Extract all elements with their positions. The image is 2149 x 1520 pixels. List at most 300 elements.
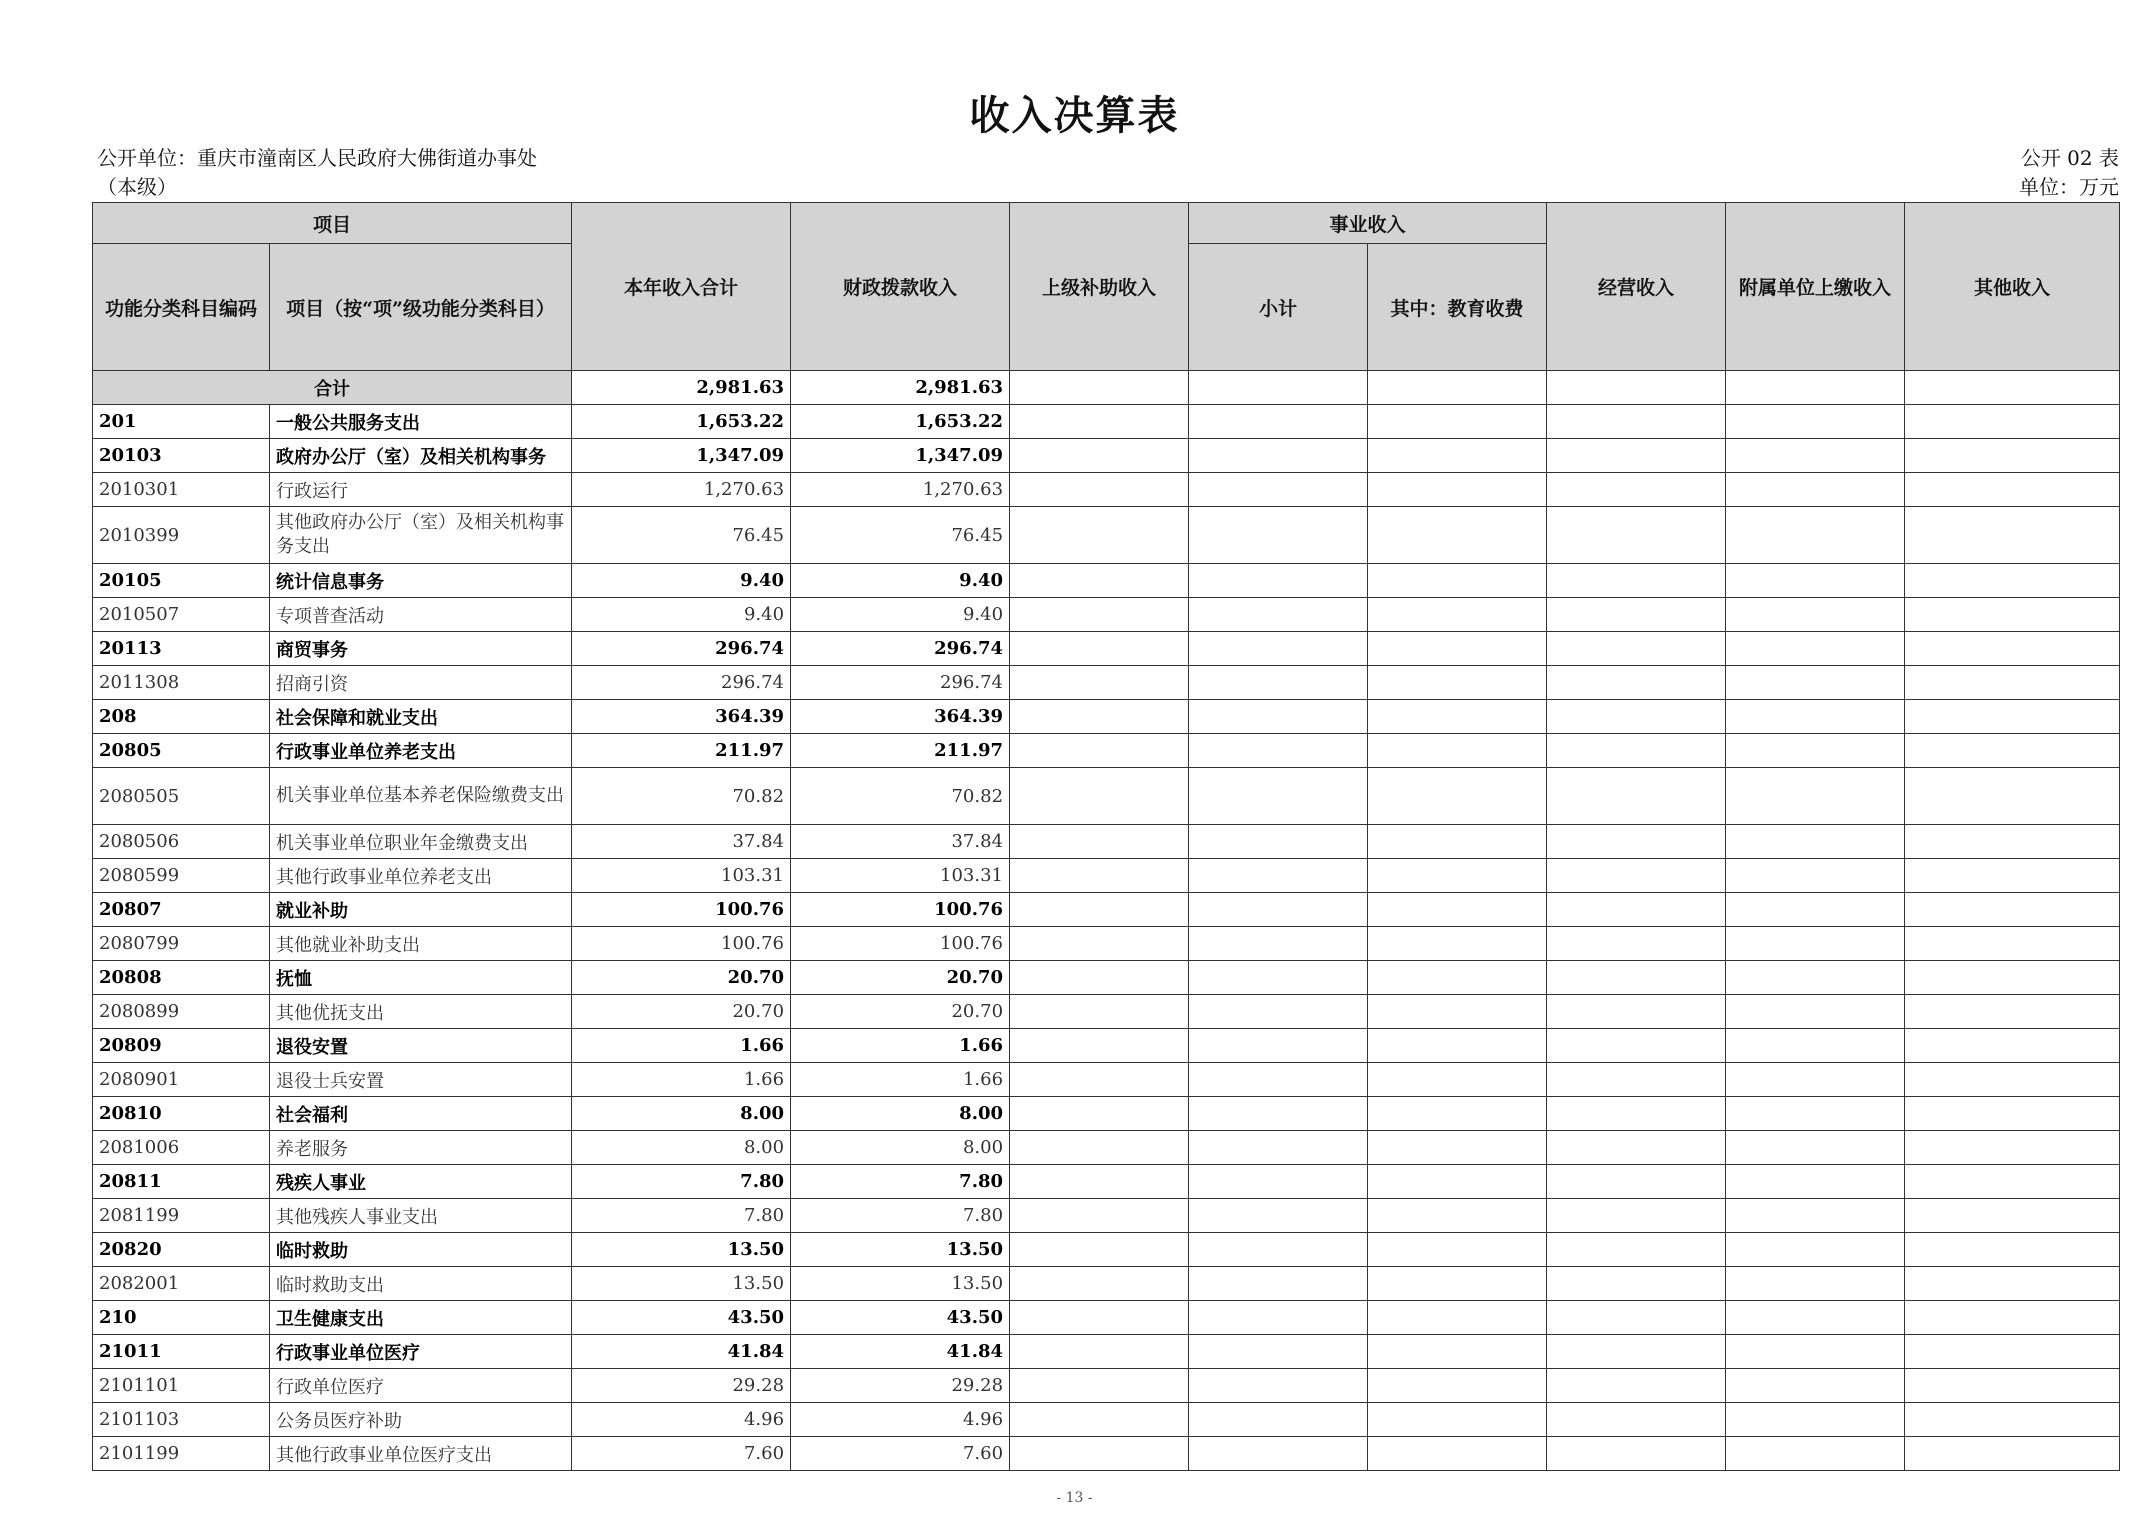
empty-cell [1189,859,1368,893]
empty-cell [1726,927,1905,961]
row-fiscal: 7.60 [791,1437,1010,1471]
row-code: 2010507 [93,598,270,632]
empty-cell [1905,768,2120,825]
empty-cell [1905,666,2120,700]
empty-cell [1547,995,1726,1029]
empty-cell [1368,632,1547,666]
empty-cell [1905,439,2120,473]
empty-cell [1547,927,1726,961]
row-code: 20810 [93,1097,270,1131]
row-fiscal: 7.80 [791,1165,1010,1199]
empty-cell [1905,1199,2120,1233]
empty-cell [1368,768,1547,825]
publishing-unit: 公开单位：重庆市潼南区人民政府大佛街道办事处 [97,146,537,170]
empty-cell [1189,1403,1368,1437]
empty-cell [1905,507,2120,564]
empty-cell [1010,768,1189,825]
table-row [93,1335,2120,1369]
row-code: 20809 [93,1029,270,1063]
row-code: 21011 [93,1335,270,1369]
empty-cell [1010,734,1189,768]
table-row [93,439,2120,473]
empty-cell [1547,1199,1726,1233]
row-total: 76.45 [572,507,791,564]
empty-cell [1368,1063,1547,1097]
empty-cell [1368,995,1547,1029]
empty-cell [1189,995,1368,1029]
header-other: 其他收入 [1905,203,2120,371]
row-fiscal: 1.66 [791,1029,1010,1063]
empty-cell [1547,632,1726,666]
row-total: 1.66 [572,1063,791,1097]
empty-cell [1189,439,1368,473]
total-amount: 2,981.63 [572,371,791,405]
row-total: 43.50 [572,1301,791,1335]
row-code: 210 [93,1301,270,1335]
row-total: 29.28 [572,1369,791,1403]
empty-cell [1547,1369,1726,1403]
row-fiscal: 7.80 [791,1199,1010,1233]
empty-cell [1726,1369,1905,1403]
row-code: 20103 [93,439,270,473]
empty-cell [1547,473,1726,507]
row-total: 41.84 [572,1335,791,1369]
empty-cell [1905,1335,2120,1369]
row-code: 2080506 [93,825,270,859]
empty-cell [1189,507,1368,564]
table-row [93,1199,2120,1233]
empty-cell [1726,405,1905,439]
empty-cell [1189,893,1368,927]
row-code: 20820 [93,1233,270,1267]
empty-cell [1547,1233,1726,1267]
empty-cell [1726,1403,1905,1437]
empty-cell [1189,734,1368,768]
empty-cell [1547,1437,1726,1471]
empty-cell [1010,1097,1189,1131]
empty-cell [1368,859,1547,893]
header-affiliated: 附属单位上缴收入 [1726,203,1905,371]
empty-cell [1726,564,1905,598]
empty-cell [1726,473,1905,507]
row-code: 2080799 [93,927,270,961]
document-title: 收入决算表 [969,92,1180,139]
row-name: 专项普查活动 [270,598,572,632]
empty-cell [1368,734,1547,768]
empty-cell [1726,768,1905,825]
row-code: 2081199 [93,1199,270,1233]
empty-cell [1189,564,1368,598]
row-name: 行政事业单位医疗 [270,1335,572,1369]
table-row [93,1131,2120,1165]
empty-cell [1905,1403,2120,1437]
empty-cell [1547,1267,1726,1301]
header-business-edu: 其中：教育收费 [1368,244,1547,371]
empty-cell [1189,666,1368,700]
empty-cell [1010,1335,1189,1369]
header-business-subtotal: 小计 [1189,244,1368,371]
empty-cell [1189,598,1368,632]
empty-cell [1368,405,1547,439]
empty-cell [1726,1437,1905,1471]
row-code: 20105 [93,564,270,598]
total-fiscal: 2,981.63 [791,371,1010,405]
empty-cell [1905,632,2120,666]
row-total: 13.50 [572,1233,791,1267]
empty-cell [1726,439,1905,473]
empty-cell [1010,1029,1189,1063]
row-fiscal: 43.50 [791,1301,1010,1335]
row-code: 2082001 [93,1267,270,1301]
empty-cell [1368,1437,1547,1471]
empty-cell [1189,927,1368,961]
currency-unit: 单位：万元 [2019,175,2119,199]
row-code: 2101103 [93,1403,270,1437]
empty-cell [1010,961,1189,995]
row-name: 机关事业单位职业年金缴费支出 [270,825,572,859]
empty-cell [1189,632,1368,666]
row-fiscal: 364.39 [791,700,1010,734]
row-total: 364.39 [572,700,791,734]
empty-cell [1368,1301,1547,1335]
header-item-name: 项目（按“项”级功能分类科目） [270,244,572,371]
empty-cell [1547,893,1726,927]
row-total: 7.80 [572,1165,791,1199]
empty-cell [1010,1063,1189,1097]
empty-cell [1547,961,1726,995]
empty-cell [1010,564,1189,598]
empty-cell [1726,893,1905,927]
row-fiscal: 1.66 [791,1063,1010,1097]
empty-cell [1726,1165,1905,1199]
row-fiscal: 9.40 [791,598,1010,632]
empty-cell [1010,632,1189,666]
empty-cell [1010,473,1189,507]
page-number: - 13 - [1056,1490,1093,1506]
row-name: 公务员医疗补助 [270,1403,572,1437]
row-total: 1,270.63 [572,473,791,507]
row-total: 103.31 [572,859,791,893]
empty-cell [1010,1301,1189,1335]
empty-cell [1010,598,1189,632]
row-name: 就业补助 [270,893,572,927]
empty-cell [1368,439,1547,473]
empty-cell [1726,1267,1905,1301]
empty-cell [1368,507,1547,564]
row-name: 其他优抚支出 [270,995,572,1029]
row-fiscal: 103.31 [791,859,1010,893]
empty-cell [1547,825,1726,859]
empty-cell [1010,1131,1189,1165]
row-name: 临时救助 [270,1233,572,1267]
empty-cell [1189,1437,1368,1471]
empty-cell [1547,439,1726,473]
empty-cell [1726,1199,1905,1233]
empty-cell [1010,700,1189,734]
empty-cell [1547,1063,1726,1097]
empty-cell [1189,1369,1368,1403]
header-total: 本年收入合计 [572,203,791,371]
row-name: 抚恤 [270,961,572,995]
row-fiscal: 1,653.22 [791,405,1010,439]
empty-cell [1905,995,2120,1029]
empty-cell [1726,666,1905,700]
empty-cell [1726,507,1905,564]
row-fiscal: 4.96 [791,1403,1010,1437]
row-name: 社会保障和就业支出 [270,700,572,734]
empty-cell [1547,1403,1726,1437]
empty-cell [1010,1267,1189,1301]
row-code: 20805 [93,734,270,768]
empty-cell [1010,1437,1189,1471]
empty-cell [1368,1233,1547,1267]
empty-cell [1368,473,1547,507]
row-fiscal: 100.76 [791,927,1010,961]
empty-cell [1547,859,1726,893]
empty-cell [1726,1301,1905,1335]
row-name: 卫生健康支出 [270,1301,572,1335]
empty-cell [1010,893,1189,927]
row-fiscal: 211.97 [791,734,1010,768]
row-total: 100.76 [572,927,791,961]
row-name: 其他残疾人事业支出 [270,1199,572,1233]
empty-cell [1905,405,2120,439]
empty-cell [1905,961,2120,995]
row-name: 养老服务 [270,1131,572,1165]
table-row [93,405,2120,439]
empty-cell [1189,473,1368,507]
row-name: 机关事业单位基本养老保险缴费支出 [270,768,572,825]
empty-cell [1726,734,1905,768]
empty-cell [1368,1199,1547,1233]
empty-cell [1547,666,1726,700]
empty-cell [1547,507,1726,564]
empty-cell [1010,1233,1189,1267]
row-code: 2101199 [93,1437,270,1471]
row-code: 20808 [93,961,270,995]
empty-cell [1189,1131,1368,1165]
empty-cell [1905,859,2120,893]
empty-cell [1726,700,1905,734]
row-total: 296.74 [572,666,791,700]
row-fiscal: 13.50 [791,1233,1010,1267]
empty-cell [1726,1335,1905,1369]
header-fiscal: 财政拨款收入 [791,203,1010,371]
row-code: 20113 [93,632,270,666]
row-total: 296.74 [572,632,791,666]
empty-cell [1726,995,1905,1029]
empty-cell [1905,473,2120,507]
row-fiscal: 20.70 [791,995,1010,1029]
empty-cell [1726,1233,1905,1267]
row-code: 2080901 [93,1063,270,1097]
row-total: 100.76 [572,893,791,927]
total-label: 合计 [93,371,572,405]
empty-cell [1905,825,2120,859]
row-fiscal: 41.84 [791,1335,1010,1369]
publishing-unit-level: （本级） [97,175,177,199]
empty-cell [1368,700,1547,734]
empty-cell [1547,598,1726,632]
row-name: 其他行政事业单位医疗支出 [270,1437,572,1471]
empty-cell [1905,1063,2120,1097]
table-row [93,666,2120,700]
row-code: 20807 [93,893,270,927]
row-total: 9.40 [572,598,791,632]
empty-cell [1189,1063,1368,1097]
empty-cell [1726,825,1905,859]
empty-cell [1368,1369,1547,1403]
row-code: 201 [93,405,270,439]
row-fiscal: 20.70 [791,961,1010,995]
empty-cell [1189,825,1368,859]
row-total: 9.40 [572,564,791,598]
empty-cell [1905,1131,2120,1165]
row-code: 2080505 [93,768,270,825]
table-row [93,1063,2120,1097]
empty-cell [1547,1335,1726,1369]
empty-cell [1368,927,1547,961]
table-row [93,473,2120,507]
header-code: 功能分类科目编码 [93,244,270,371]
empty-cell [1010,1199,1189,1233]
row-total: 1,653.22 [572,405,791,439]
row-fiscal: 37.84 [791,825,1010,859]
table-row [93,734,2120,768]
table-row [93,1403,2120,1437]
row-code: 208 [93,700,270,734]
empty-cell [1189,1233,1368,1267]
empty-cell [1726,1063,1905,1097]
header-business: 事业收入 [1189,203,1547,244]
row-name: 商贸事务 [270,632,572,666]
row-code: 20811 [93,1165,270,1199]
header-operating: 经营收入 [1547,203,1726,371]
empty-cell [1010,1165,1189,1199]
table-row [93,961,2120,995]
row-total: 4.96 [572,1403,791,1437]
row-total: 20.70 [572,961,791,995]
table-row [93,564,2120,598]
row-total: 7.60 [572,1437,791,1471]
empty-cell [1547,405,1726,439]
row-total: 8.00 [572,1097,791,1131]
row-name: 招商引资 [270,666,572,700]
table-row [93,700,2120,734]
empty-cell [1905,1165,2120,1199]
row-fiscal: 100.76 [791,893,1010,927]
empty-cell [1189,1267,1368,1301]
empty-cell [1905,1029,2120,1063]
table-row [93,1097,2120,1131]
empty-cell [1368,1403,1547,1437]
table-number: 公开 02 表 [2020,146,2119,170]
empty-cell [1547,700,1726,734]
total-row [93,371,2120,405]
table-row [93,859,2120,893]
income-report-table [92,202,2120,1471]
empty-cell [1189,768,1368,825]
table-row [93,927,2120,961]
empty-cell [1368,598,1547,632]
empty-cell [1189,1199,1368,1233]
empty-cell [1726,1029,1905,1063]
empty-cell [1905,734,2120,768]
row-fiscal: 8.00 [791,1131,1010,1165]
empty-cell [1010,439,1189,473]
empty-cell [1905,927,2120,961]
empty-cell [1368,961,1547,995]
row-fiscal: 76.45 [791,507,1010,564]
empty-cell [1189,405,1368,439]
empty-cell [1189,1301,1368,1335]
row-fiscal: 1,347.09 [791,439,1010,473]
row-code: 2081006 [93,1131,270,1165]
empty-cell [1547,1131,1726,1165]
empty-cell [1189,700,1368,734]
row-fiscal: 8.00 [791,1097,1010,1131]
empty-cell [1189,1029,1368,1063]
table-row [93,598,2120,632]
row-name: 退役士兵安置 [270,1063,572,1097]
row-total: 20.70 [572,995,791,1029]
empty-cell [1010,1369,1189,1403]
row-total: 7.80 [572,1199,791,1233]
row-code: 2010301 [93,473,270,507]
table-row [93,1301,2120,1335]
row-code: 2101101 [93,1369,270,1403]
empty-cell [1368,893,1547,927]
table-row [93,1233,2120,1267]
empty-cell [1726,859,1905,893]
table-row [93,768,2120,825]
row-name: 其他就业补助支出 [270,927,572,961]
table-row [93,1029,2120,1063]
empty-cell [1905,598,2120,632]
empty-cell [1547,768,1726,825]
row-name: 一般公共服务支出 [270,405,572,439]
header-item: 项目 [93,203,572,244]
table-row [93,995,2120,1029]
empty-cell [1368,1029,1547,1063]
empty-cell [1905,1233,2120,1267]
empty-cell [1905,564,2120,598]
row-code: 2010399 [93,507,270,564]
empty-cell [1010,666,1189,700]
empty-cell [1547,1301,1726,1335]
empty-cell [1905,1267,2120,1301]
row-total: 37.84 [572,825,791,859]
row-name: 其他政府办公厅（室）及相关机构事务支出 [270,507,572,564]
empty-cell [1726,632,1905,666]
empty-cell [1189,1335,1368,1369]
empty-cell [1010,825,1189,859]
empty-cell [1547,564,1726,598]
row-code: 2080899 [93,995,270,1029]
table-row [93,1267,2120,1301]
row-name: 行政事业单位养老支出 [270,734,572,768]
empty-cell [1905,893,2120,927]
table-row [93,825,2120,859]
row-fiscal: 29.28 [791,1369,1010,1403]
header-superior: 上级补助收入 [1010,203,1189,371]
empty-cell [1368,1097,1547,1131]
empty-cell [1905,1097,2120,1131]
row-fiscal: 70.82 [791,768,1010,825]
row-name: 其他行政事业单位养老支出 [270,859,572,893]
row-total: 1.66 [572,1029,791,1063]
empty-cell [1726,598,1905,632]
